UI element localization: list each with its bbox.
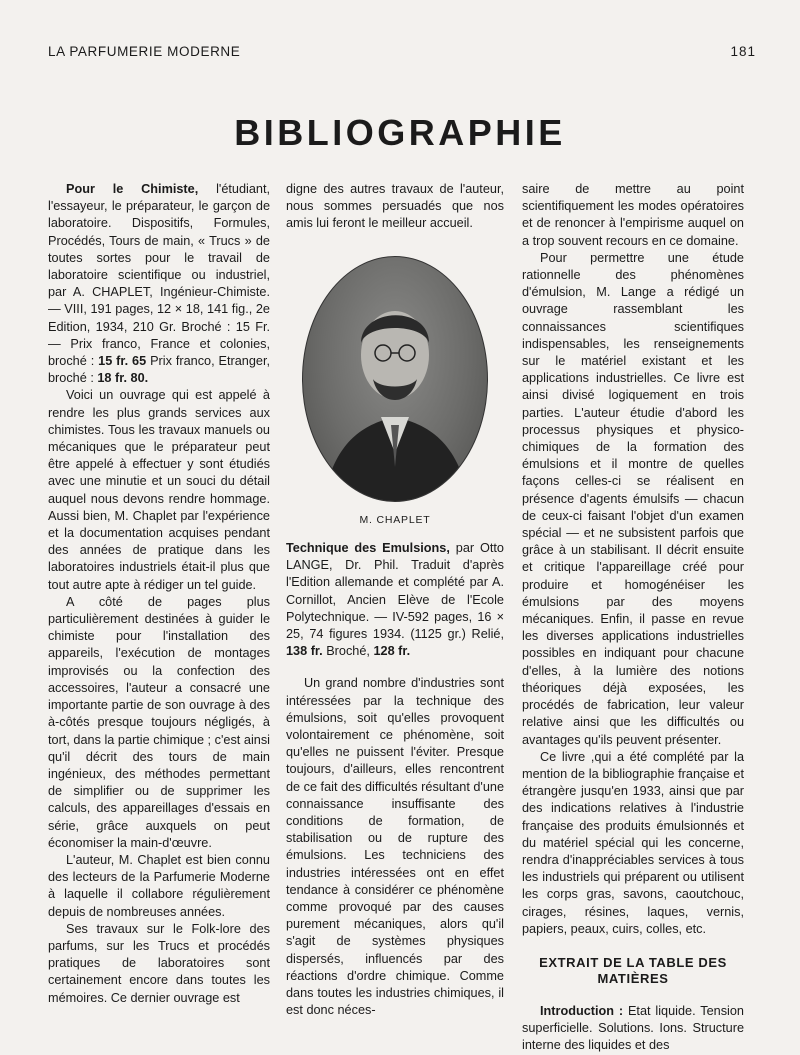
page-number: 181 bbox=[730, 44, 756, 59]
paragraph: A côté de pages plus particulièrement destinées à guider le chimiste pour l'installation des appareils, l'exécution de montages improvisés ou la confection des accessoires, l'auteur a consacré une importante partie de son ouvrage à des à-côtés presque toujours négligés, à tort, dans la partie chimique ; c'est ainsi qu'il décrit des tours de main ingénieux, des méthodes permettant de simplifier ou de supprimer les calculs, des appareillages d'essais en série, grâce auxquels on peut économiser la main-d'œuvre. bbox=[48, 594, 270, 850]
paragraph: Voici un ouvrage qui est appelé à rendre les plus grands services aux chimistes. Tous les travaux manuels ou mécaniques que le préparateur peut être appelé à effectuer y sont étudiés avec une minutie et un souci du détail auquel nous devons rendre hommage. Aussi bien, M. Chaplet par l'expérience et la documentation acquises pendant des années de pratique dans les laboratoires industriels était-il plus que tout autre apte à rédiger un tel guide. bbox=[48, 388, 270, 592]
toc-entry-label: Introduction : bbox=[540, 1003, 624, 1018]
price-france: 15 fr. 65 bbox=[98, 354, 147, 369]
review-chaplet-citation bbox=[48, 181, 270, 387]
column-right bbox=[522, 181, 744, 1055]
citation-text-2: Prix franco, Etranger, broché : bbox=[48, 354, 271, 386]
paragraph: digne des autres travaux de l'auteur, nous sommes persuadés que nos amis lui feront le meilleur accueil. bbox=[286, 182, 504, 231]
column-middle-top bbox=[286, 181, 504, 233]
price-paperback: 128 fr. bbox=[373, 644, 411, 659]
column-middle-bottom bbox=[286, 540, 504, 1019]
section-title: BIBLIOGRAPHIE bbox=[234, 112, 566, 153]
paragraph: Un grand nombre d'industries sont intéressées par la technique des émulsions, soit qu'elles provoquent volontairement ce phénomène, soit qu'elles ne puissent l'éviter. Presque toujours, d'ailleurs, elles rencontrent de ce fait des difficultés résultant d'une connaissance insuffisante des conditions de formation, de stabilisation ou de rupture des émulsions. Les techniciens des industries intéressées ont en effet tendance à considérer ce phénomène comme provoqué par des causes purement mécaniques, alors qu'il s'agit de systèmes physiques dispersés, influencés par des réactions d'ordre chimique. Comme dans toutes les industries chimiques, il est donc néces- bbox=[286, 676, 505, 1018]
paragraph: L'auteur, M. Chaplet est bien connu des lecteurs de la Parfumerie Moderne à laquelle il collabore régulièrement depuis de nombreuses années. bbox=[48, 852, 270, 919]
price-bound: 138 fr. bbox=[286, 644, 323, 659]
column-left bbox=[48, 181, 270, 1007]
citation-text: par Otto LANGE, Dr. Phil. Traduit d'après l'Edition allemande et complété par A. Cornillot, Ancien Elève de l'Ecole Polytechnique. — IV-592 pages, 16 × 25, 74 figures 1934. (1125 gr.) Relié, bbox=[286, 541, 504, 642]
review-lange-citation bbox=[286, 540, 504, 660]
paragraph: Ses travaux sur le Folk-lore des parfums, sur les Trucs et procédés pratiques de laboratoires sont certainement encore dans toutes les mémoires. Ce dernier ouvrage est bbox=[48, 921, 270, 1005]
portrait-photo bbox=[302, 256, 488, 502]
citation-text-2: Broché, bbox=[322, 644, 374, 659]
paragraph: saire de mettre au point scientifiquement les modes opératoires et de renoncer à l'empirisme auquel on a trop souvent recours en ce domaine. bbox=[522, 182, 744, 248]
citation-text: l'étudiant, l'essayeur, le préparateur, le garçon de laboratoire. Dispositifs, Formules, Procédés, Tours de main, « Trucs » de toutes sortes pour le travail de laboratoire scientifique ou industriel, par A. CHAPLET, Ingénieur-Chimiste. — VIII, 191 pages, 12 × 18, 141 fig., 2e Edition, 1934, 210 Gr. Broché : 15 Fr. — Prix franco, France et colonies, broché : bbox=[48, 182, 270, 369]
portrait-caption: M. CHAPLET bbox=[359, 514, 431, 526]
paragraph: Pour permettre une étude rationnelle des phénomènes d'émulsion, M. Lange a rédigé un ouvrage rassemblant les connaissances scientifiques indispensables, les renseignements sur le matériel existant et les applications industrielles. Ce livre est ainsi divisé logiquement en trois parties. L'auteur étudie d'abord les processus physiques et physico-chimiques de la formation des émulsions et il montre de quelles façons celles-ci se réalisent en présence d'agents émulsifs — chacun de ceux-ci faisant l'objet d'un examen spécial — et ne subsistent parfois que grâce à un stabilisant. Il décrit ensuite et critique l'appareillage créé pour produire et homogénéiser les émulsions par des moyens mécaniques. Enfin, il passe en revue les diverses applications industrielles possibles en indiquant pour chacune d'elles, à la lumière des notions théoriques déjà exposées, les procédés de fabrication, leur valeur relative ainsi que les difficultés ou avantages qu'ils peuvent présenter. bbox=[522, 250, 744, 747]
toc-entry-text: Etat liquide. Tension superficielle. Solutions. Ions. Structure interne des liquides et des bbox=[522, 1003, 744, 1053]
toc-heading: EXTRAIT DE LA TABLE DES MATIÈRES bbox=[539, 954, 727, 986]
book-title-chaplet: Pour le Chimiste, bbox=[66, 182, 199, 196]
portrait-figure bbox=[303, 257, 487, 501]
journal-title: LA PARFUMERIE MODERNE bbox=[48, 44, 241, 59]
portrait-oval bbox=[302, 256, 488, 502]
price-abroad: 18 fr. 80. bbox=[97, 371, 149, 386]
paragraph: Ce livre ,qui a été complété par la mention de la bibliographie française et étrangère jusqu'en 1933, ainsi que par des indications relatives à l'industrie française des produits émulsionnés et du matériel spécial qui les concerne, rendra d'inappréciables services à tous les industriels qui préparent ou utilisent les corps gras, savons, caoutchouc, cirages, résines, laques, vernis, papiers, peaux, cuirs, colles, etc. bbox=[522, 749, 744, 936]
book-title-emulsions: Technique des Emulsions, bbox=[286, 541, 450, 555]
